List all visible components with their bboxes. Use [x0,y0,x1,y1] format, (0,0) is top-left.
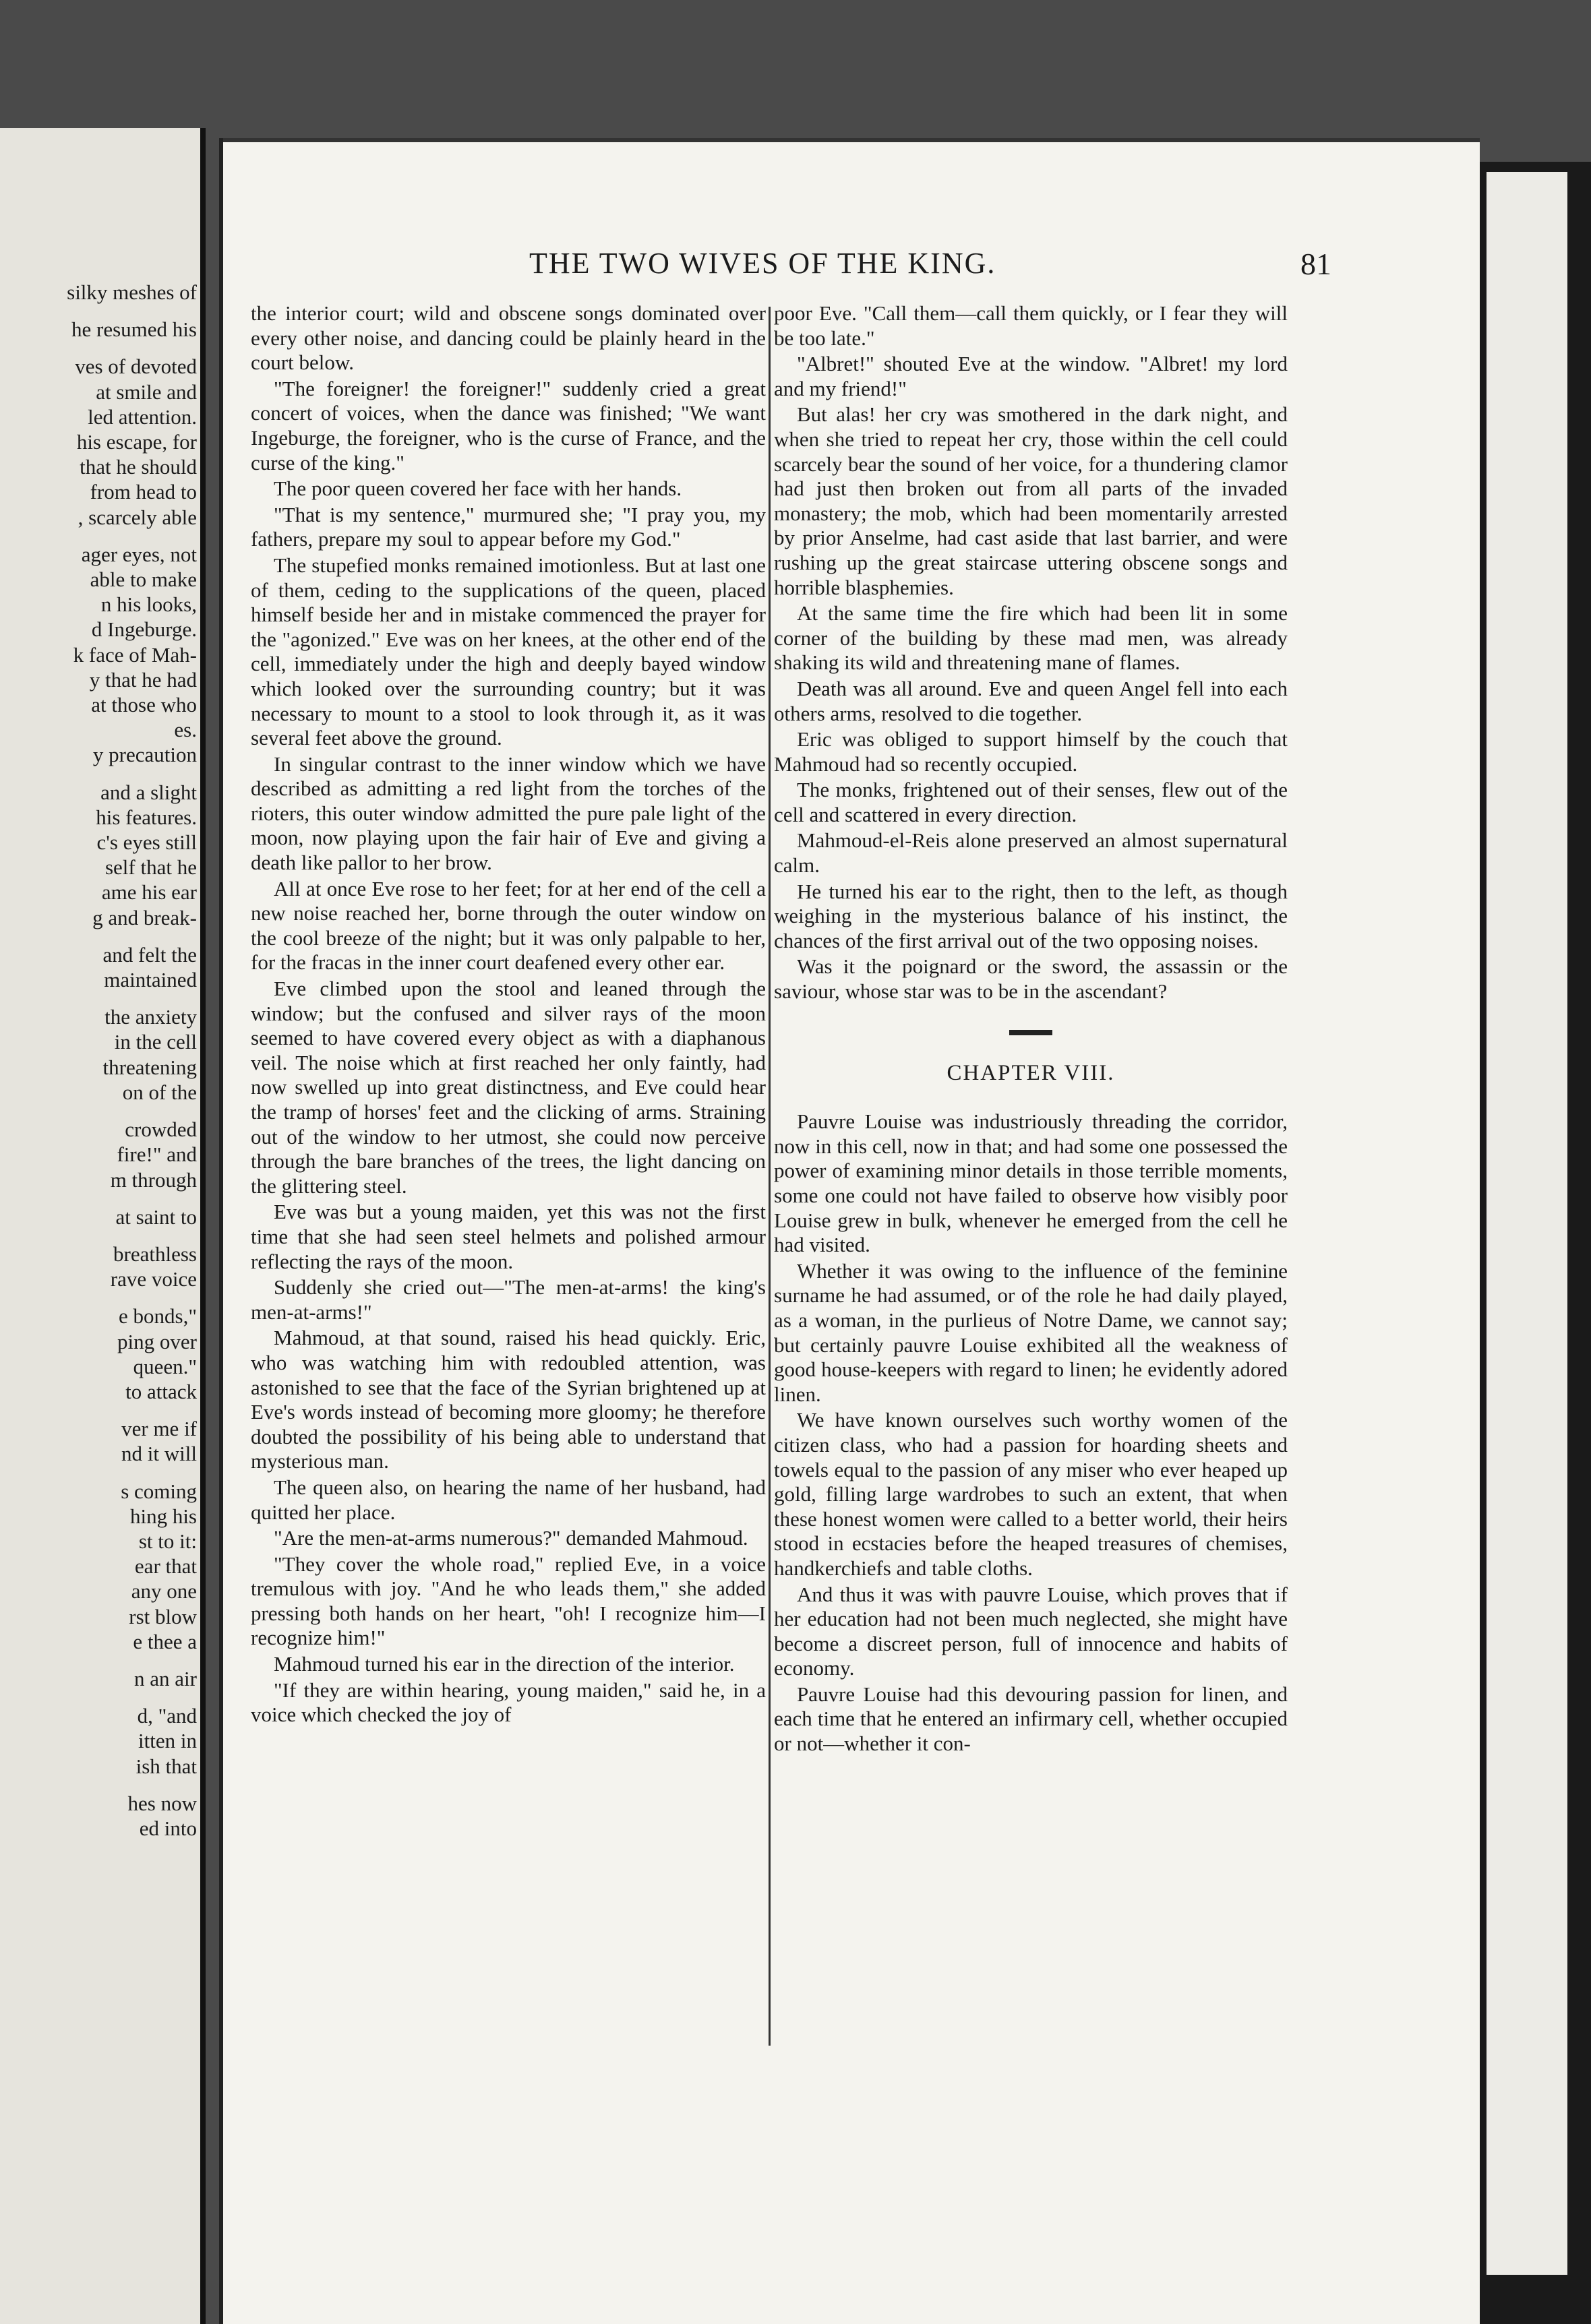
left-page-line: and a slight [100,780,197,804]
left-page-line: to attack [125,1379,197,1403]
left-page-line [0,1654,197,1666]
left-page-line: rave voice [110,1267,197,1291]
paragraph: Mahmoud, at that sound, raised his head quickly. Eric, who was watching him with redoubled attention, was astonished to see that the face of the Syrian brightened up at Eve's words instead of becoming more gloomy; he therefore doubted the possibility of his being able to understand that mysterious man. [251,1326,766,1473]
page-number: 81 [1300,247,1331,281]
running-title: THE TWO WIVES OF THE KING. [529,247,996,280]
left-page-line: e bonds," [119,1304,197,1328]
left-page-line: es. [174,718,197,742]
paragraph: Eve climbed upon the stool and leaned through the window; but the confused and silver rays of the moon seemed to have covered every object as with a diaphanous veil. The noise which at first reached her only faintly, had now swelled up into great distinctness, and Eve could hear the tramp of horses' feet and the clicking of arms. Straining out of the window to her utmost, she could now perceive through the bare branches of the trees, the light dancing on the glittering steel. [251,977,766,1198]
left-page-line: on of the [122,1080,197,1104]
left-page-line: able to make [90,568,197,592]
left-page-line [0,1691,197,1703]
left-page-line: that he should [80,455,197,479]
left-page-line [0,930,197,942]
left-page-line [0,1291,197,1304]
left-page-line: queen." [133,1354,197,1378]
text-column-right [774,301,1288,1758]
paragraph: "They cover the whole road," replied Eve, in a voice tremulous with joy. "And he who leads them," she added pressing both hands on her heart, "oh! I recognize him—I recognize him!" [251,1552,766,1650]
left-page-line: y precaution [92,743,197,767]
paragraph: the interior court; wild and obscene songs dominated over every other noise, and dancing could be plainly heard in the court below. [251,301,766,375]
left-page-line [0,1779,197,1791]
left-page-line: he resumed his [71,317,197,342]
left-page-line [0,1404,197,1416]
left-page-line: rst blow [129,1604,197,1628]
left-page-line: d, "and [137,1704,197,1728]
paragraph: In singular contrast to the inner window which we have described as admitting a red light from the torches of the rioters, this outer window admitted the pure pale light of the moon, now playing upon the fair hair of Eve and giving a death like pallor to her brow. [251,752,766,875]
paragraph: And thus it was with pauvre Louise, which proves that if her education had not been much neglected, she might have become a discreet person, full of innocence and habits of economy. [774,1582,1288,1680]
left-page-line: y that he had [89,667,197,692]
left-page-line: , scarcely able [78,505,197,529]
paragraph: Was it the poignard or the sword, the assassin or the saviour, whose star was to be in the ascendant? [774,954,1288,1004]
paragraph: Pauvre Louise had this devouring passion for linen, and each time that he entered an infirmary cell, whether occupied or not—whether it con- [774,1682,1288,1756]
paragraph: But alas! her cry was smothered in the dark night, and when she tried to repeat her cry, those within the cell could scarcely bear the sound of her voice, for a thundering clamor had just then broken out from all parts of the invaded monastery; the mob, which had been momentarily arrested by prior Anselme, had cast aside that last barrier, and were rushing up the great staircase uttering obscene songs and horrible blasphemies. [774,402,1288,599]
paragraph: "The foreigner! the foreigner!" suddenly cried a great concert of voices, when the dance was finished; "We want Ingeburge, the foreigner, who is the curse of France, and the curse of the king." [251,376,766,475]
column-rule [769,307,771,2046]
next-page-edge [1487,172,1567,2275]
left-page-line: d Ingeburge. [91,617,197,642]
text-column-right-top [774,301,1288,1004]
left-page-line: n his looks, [100,592,197,617]
paragraph: Pauvre Louise was industriously threading the corridor, now in this cell, now in that; and had some one possessed the power of examining minor details in those terrible moments, some one could not have failed to observe how visibly poor Louise grew in bulk, whenever he emerged from the cell he had visited. [774,1109,1288,1257]
left-page-line: self that he [104,855,197,880]
left-page-line [0,992,197,1004]
paragraph: The queen also, on hearing the name of her husband, had quitted her place. [251,1475,766,1524]
left-page-line: crowded [125,1118,197,1142]
left-page-line: ear that [134,1554,197,1579]
left-page-line: n an air [134,1666,197,1690]
left-page-text [0,280,197,1841]
left-page-line: ager eyes, not [81,542,197,566]
left-page-line: in the cell [114,1030,197,1054]
section-divider [1009,1030,1052,1035]
left-page-line: g and break- [92,905,197,929]
left-page-line: hes now [127,1791,197,1815]
paragraph: "That is my sentence," murmured she; "I pray you, my fathers, prepare my soul to appear before my God." [251,502,766,551]
paragraph: The poor queen covered her face with her hands. [274,477,682,501]
left-page-line: ed into [139,1816,197,1840]
paragraph: Whether it was owing to the influence of the feminine surname he had assumed, or of the role he had daily played, as a woman, in the purlieus of Notre Dame, we cannot say; but certainly pauvre Louise exhibited all the weakness of good house-keepers with regard to linen; he evidently adored linen. [774,1258,1288,1406]
left-page-line: silky meshes of [67,280,197,304]
left-page-line [0,1467,197,1479]
paragraph: Eve was but a young maiden, yet this was not the first time that she had seen steel helmets and polished armour reflecting the rays of the moon. [251,1200,766,1273]
paragraph: Eric was obliged to support himself by the couch that Mahmoud had so recently occupied. [774,727,1288,776]
paragraph: "Are the men-at-arms numerous?" demanded Mahmoud. [274,1526,748,1550]
left-page-line: ver me if [121,1417,197,1441]
left-page-line: s coming [121,1479,197,1503]
left-page-line: hing his [129,1504,197,1528]
running-header [307,246,1338,286]
paragraph: All at once Eve rose to her feet; for at her end of the cell a new noise reached her, borne through the outer window on the cool breeze of the night; but it was only palpable to her, for the fracas in the inner court deafened every other ear. [251,876,766,975]
left-page-line: at saint to [115,1204,197,1229]
left-page-line [0,305,197,317]
left-page-line: k face of Mah- [73,642,197,667]
left-page-line: at smile and [96,379,197,404]
paragraph: "If they are within hearing, young maiden," said he, in a voice which checked the joy of [251,1678,766,1727]
left-page-line: st to it: [138,1529,197,1553]
left-facing-page [0,128,206,2324]
left-page-line: maintained [104,968,197,992]
left-page-line [0,1192,197,1204]
left-page-line: the anxiety [104,1005,197,1029]
left-page-line: his escape, for [76,430,197,454]
left-page-line: fire!" and [117,1142,197,1167]
left-page-line [0,1105,197,1117]
left-page-line: any one [131,1579,197,1603]
paragraph: The monks, frightened out of their senses, flew out of the cell and scattered in every direction. [774,778,1288,826]
left-page-line: and felt the [102,942,197,967]
paragraph: We have known ourselves such worthy women of the citizen class, who had a passion for hoarding sheets and towels equal to the passion of any miser who ever heaped up gold, filling large wardrobes to such an extent, that when these honest women were called to a better world, their heirs stood in ecstacies before the heaped treasures of chemises, handkerchiefs and table cloths. [774,1408,1288,1580]
chapter-heading: CHAPTER VIII. [947,1060,1115,1085]
left-page-line: m through [110,1167,197,1192]
left-page-line: threatening [102,1055,197,1079]
left-page-line: ves of devoted [75,355,197,379]
paragraph: At the same time the fire which had been lit in some corner of the building by these mad men, was already shaking its wild and threatening mane of flames. [774,601,1288,675]
left-page-line [0,768,197,780]
left-page-line [0,342,197,354]
book-gutter [200,128,206,2324]
paragraph: Mahmoud turned his ear in the direction of the interior. [274,1652,735,1676]
paragraph: "Albret!" shouted Eve at the window. "Albret! my lord and my friend!" [774,352,1288,400]
left-page-line: nd it will [121,1442,197,1466]
left-page-line: itten in [138,1729,197,1753]
left-page-line: ish that [136,1754,197,1778]
text-column-right-bottom [774,1109,1288,1756]
paragraph: Death was all around. Eve and queen Angel fell into each others arms, resolved to die together. [774,676,1288,725]
paragraph: Suddenly she cried out—"The men-at-arms! the king's men-at-arms!" [251,1275,766,1324]
left-page-line: ame his ear [101,880,197,905]
left-page-line: e thee a [133,1629,197,1653]
left-page-line [0,1229,197,1242]
paragraph: The stupefied monks remained imotionless. But at last one of them, ceding to the supplications of the queen, placed himself beside her and in mistake commenced the prayer for the "agonized." Eve was on her knees, at the other end of the cell, immediately under the high and deeply bayed window which looked over the surrounding country; but it was necessary to mount to a stool to look through it, as it was several feet above the ground. [251,553,766,750]
paragraph: poor Eve. "Call them—call them quickly, or I fear they will be too late." [774,301,1288,350]
left-page-line: ping over [117,1329,197,1353]
left-page-line: from head to [90,480,197,504]
left-page-line: at those who [91,693,197,717]
left-page-line [0,530,197,542]
left-page-line: his features. [96,805,197,829]
paragraph: He turned his ear to the right, then to the left, as though weighing in the mysterious balance of his instinct, the chances of the first arrival out of the two opposing noises. [774,879,1288,952]
left-page-line: led attention. [88,404,197,429]
paragraph: Mahmoud-el-Reis alone preserved an almost supernatural calm. [774,828,1288,878]
left-page-line: breathless [113,1242,197,1266]
left-page-line: c's eyes still [96,830,197,855]
text-column-left [251,301,766,1729]
